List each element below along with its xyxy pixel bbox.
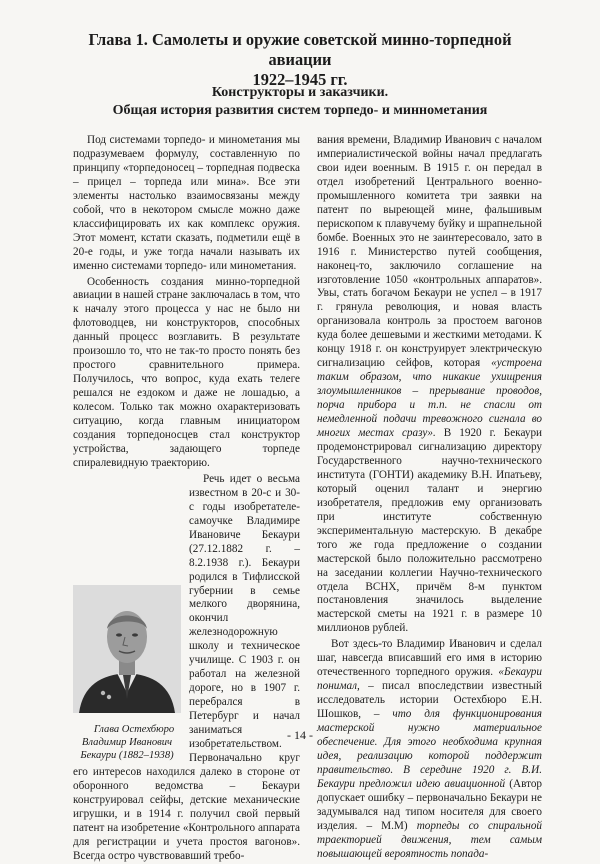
quote-italic: «Бекаури понимал, xyxy=(317,666,542,693)
left-column xyxy=(73,134,300,864)
chapter-title-line-1: Глава 1. Самолеты и оружие советской минно-торпедной авиации xyxy=(88,30,512,69)
paragraph-with-photo xyxy=(73,473,300,864)
quote-italic: «устроена таким образом, что никакие ухищрения злоумышленников – прерывание проводов, порча прибора и т.п. не спасли от немедленной подачи тревожного сигнала во многих местах сразу». xyxy=(317,357,543,440)
text-run: Вот здесь-то Владимир Иванович и сделал шаг, навсегда вписавший его имя в историю отечественного торпедного оружия. xyxy=(317,638,542,679)
chapter-title-line-2: 1922–1945 гг. xyxy=(252,70,348,89)
right-column xyxy=(317,134,542,862)
text-run: В 1920 г. Бекаури продемонстрировал сигнализацию директору Государственного научно-технического института (ГОНТИ) академику В.Н. Ипатьеву, который оценил талант и энергию изобретателя, предложив ему организовать при институте собственную экспериментальную мастерскую. В декабре того же года предложение о создании мастерской было положительно рассмотрено на заседании коллегии Научно-технического отдела ВСНХ, причём 8-м пунктом постановления значилось выделение мастерской сметы на 1921 г. в размере 10 миллионов рублей. xyxy=(317,427,543,635)
section-title-line-2: Общая история развития систем торпедо- и миннометания xyxy=(112,103,488,118)
portrait-image xyxy=(73,585,181,713)
text-run: вания времени, Владимир Иванович с началом империалистической войны начал предлагать свои идеи военным. В 1915 г. он передал в отдел изобретений Центрального военно-промышленного комитета три заявки на патент по выреющей мине, фальшивым перископом к плавучему буйку и шрапнельной бомбе. Военных это не заинтересовало, зато в 1916 г. Министерство путей сообщения, наконец-то, заключило соглашение на изготовление 1050 «контрольных аппаратов». Увы, стать богачом Бекаури не успел – в 1917 г. грянула революция, и новая власть организовала контроль за простоем вагонов куда более дешевыми и жесткими методами. К концу 1918 г. он конструирует электрическую сигнализацию сейфов, которая xyxy=(317,134,542,370)
portrait-photo xyxy=(73,585,181,713)
page-number: - 14 - xyxy=(287,728,313,742)
text-run: (Автор допускает ошибку – первоначально Бекаури не задумывался над типом носителя для своего изделия. – М.М) xyxy=(317,777,543,832)
quote-italic: торпеды со спиральной траекторией движения, тем самым повышающей вероятность попада- xyxy=(317,819,543,860)
portrait-caption: Глава Остехбюро Владимир Иванович Бекаури (1882–1938) xyxy=(80,723,175,761)
section-title xyxy=(62,84,538,120)
paragraph: Под системами торпедо- и минометания мы подразумеваем формулу, составленную по принципу «торпедоносец – торпедная подвеска – прицел – торпеда или мина». Все эти элементы настолько взаимосвязаны между собой, что в некотором смысле можно даже классифицировать их как комплекс оружия. Этот момент, кстати сказать, подметили ещё в 20-е годы, и уже тогда начали называть их именно системами торпедо- или минометания. xyxy=(73,134,300,272)
text-run: – писал впоследствии известный исследователь истории Остехбюро Е.Н. Шошков, – xyxy=(317,680,543,721)
paragraph-text: Речь идет о весьма известном в 20-с и 30-с годы изобретателе-самоучке Владимире Ивановиче Бекаури (27.12.1882 г. – 8.2.1938 г.). Бекаури родился в Тифлисской губернии в семье мелкого дворянина, окончил железнодорожную школу и техническое училище. С 1903 г. он работал на железной дороге, но в 1907 г. перебрался в Петербург и начал заниматься изобретательством. Первоначально круг его интересов находился далеко в стороне от оборонного ведомства – Бекаури конструировал сейфы, детские механические игрушки, и в 1914 г. получил свой первый патент на изобретение «Контрольного аппарата для регистрации и учета простоя вагонов». Всегда остро чувствовавший требо- xyxy=(73,472,300,862)
paragraph xyxy=(73,473,300,864)
quote-italic: что для функционирования мастерской нужно материальное обеспечение. Для этого необходима крупная идея, реализацию которой поддержит правительство. В середине 1920 г. В.И. Бекаури предложил идею авиационной xyxy=(317,708,542,790)
section-title-line-1: Конструкторы и заказчики. xyxy=(211,85,389,100)
paragraph: Особенность создания минно-торпедной авиации в нашей стране заключалась в том, что к началу этого процесса у нас не было ни флотоводцев, ни конструкторов, способных данный процесс возглавить. В результате произошло то, что не так-то просто понять без простого сравнительного примера. Получилось, что вопрос, куда ехать телеге решался не ездоком и даже не лошадью, а колесом. Только так можно охарактеризовать ситуацию, когда главным инициатором создания торпедоносцев стал конструктор устройства, задающего торпеде спиралевидную траекторию. xyxy=(73,275,300,469)
paragraph xyxy=(317,134,542,636)
chapter-title xyxy=(62,30,538,90)
